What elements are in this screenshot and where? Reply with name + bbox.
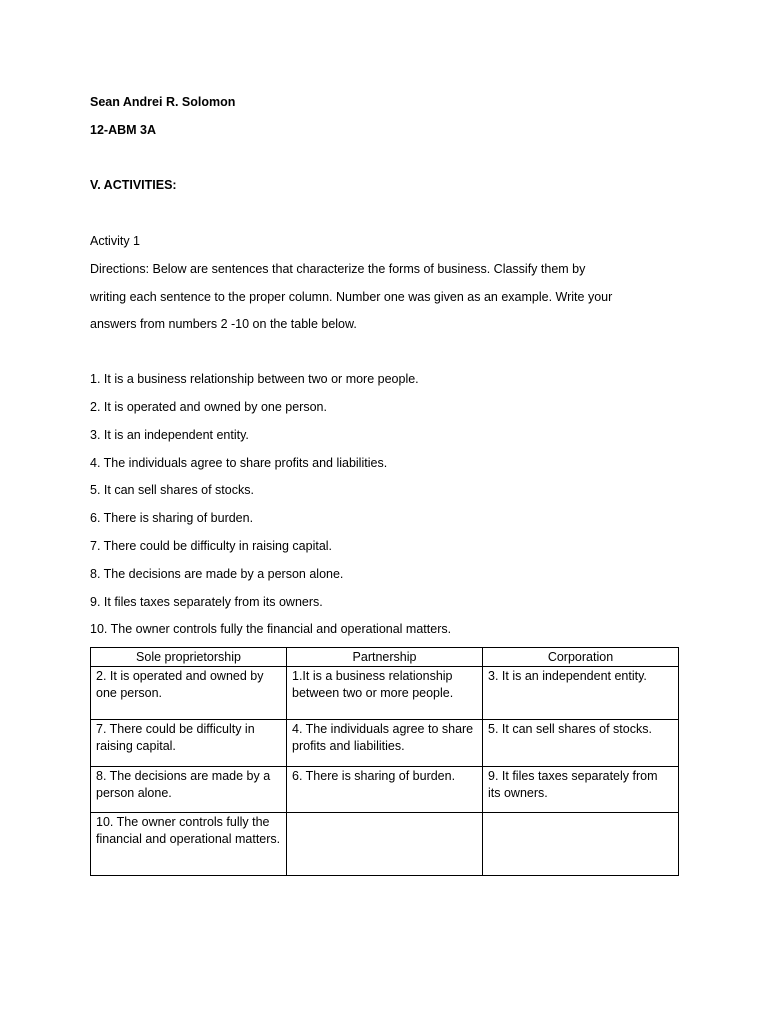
table-cell	[483, 813, 679, 876]
list-item: 9. It files taxes separately from its owners.	[90, 595, 323, 609]
directions-line: writing each sentence to the proper column. Number one was given as an example. Write your	[90, 290, 613, 304]
section-heading: V. ACTIVITIES:	[90, 178, 177, 192]
classification-table	[90, 647, 679, 876]
table-cell: 1.It is a business relationship between two or more people.	[287, 667, 483, 720]
table-row	[91, 667, 679, 720]
list-item: 1. It is a business relationship between two or more people.	[90, 372, 419, 386]
student-name: Sean Andrei R. Solomon	[90, 95, 236, 109]
table-cell: 10. The owner controls fully the financial and operational matters.	[91, 813, 287, 876]
table-cell: 9. It files taxes separately from its owners.	[483, 767, 679, 813]
table-cell: 8. The decisions are made by a person alone.	[91, 767, 287, 813]
directions-line: answers from numbers 2 -10 on the table below.	[90, 317, 357, 331]
table-cell: 6. There is sharing of burden.	[287, 767, 483, 813]
list-item: 3. It is an independent entity.	[90, 428, 249, 442]
table-header-row	[91, 648, 679, 667]
list-item: 6. There is sharing of burden.	[90, 511, 254, 525]
list-item: 10. The owner controls fully the financial and operational matters.	[90, 622, 452, 636]
table-row	[91, 720, 679, 767]
table-cell	[287, 813, 483, 876]
table-row	[91, 767, 679, 813]
list-item: 4. The individuals agree to share profits and liabilities.	[90, 456, 388, 470]
list-item: 7. There could be difficulty in raising capital.	[90, 539, 333, 553]
table-cell: 7. There could be difficulty in raising capital.	[91, 720, 287, 767]
list-item: 5. It can sell shares of stocks.	[90, 483, 254, 497]
list-item: 8. The decisions are made by a person alone.	[90, 567, 344, 581]
table-row	[91, 813, 679, 876]
table-cell: 3. It is an independent entity.	[483, 667, 679, 720]
column-header-corporation: Corporation	[483, 648, 679, 667]
directions-line: Directions: Below are sentences that characterize the forms of business. Classify them by	[90, 262, 586, 276]
column-header-partnership: Partnership	[287, 648, 483, 667]
list-item: 2. It is operated and owned by one person.	[90, 400, 327, 414]
table-cell: 4. The individuals agree to share profits and liabilities.	[287, 720, 483, 767]
table-cell: 2. It is operated and owned by one person.	[91, 667, 287, 720]
table-cell: 5. It can sell shares of stocks.	[483, 720, 679, 767]
activity-title: Activity 1	[90, 234, 141, 248]
student-section: 12-ABM 3A	[90, 123, 156, 137]
column-header-sole-proprietorship: Sole proprietorship	[91, 648, 287, 667]
